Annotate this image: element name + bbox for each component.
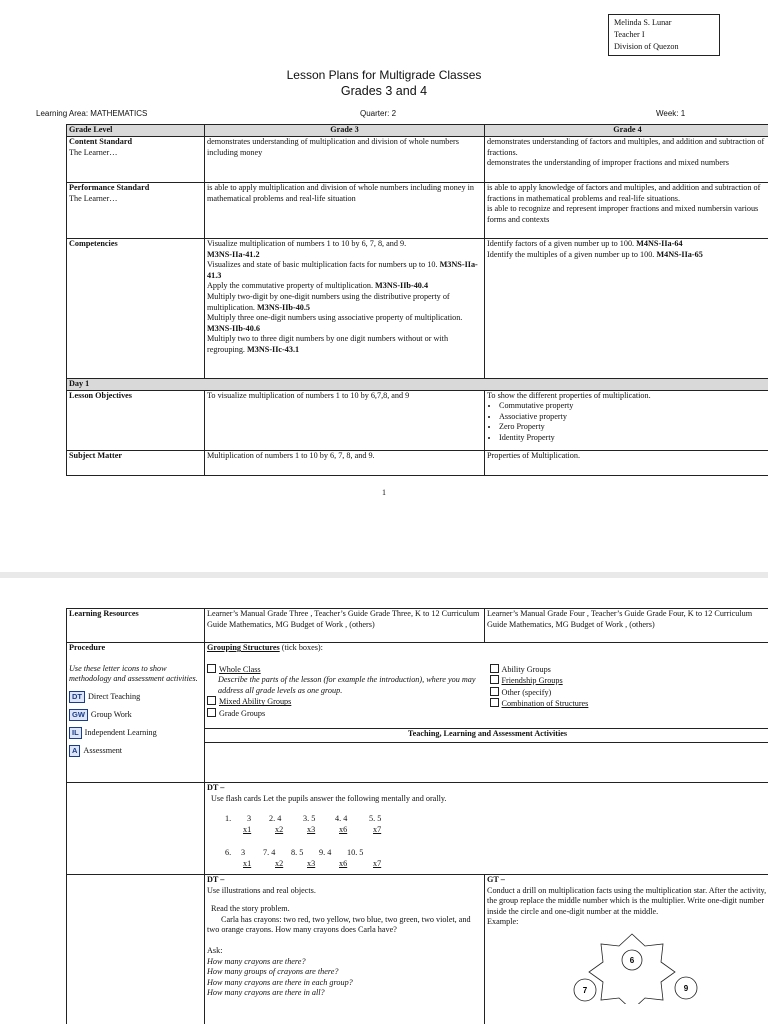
mixed-ability-option[interactable]: Mixed Ability Groups bbox=[207, 696, 486, 708]
lesson-objectives-g4: To show the different properties of multiplication. • Commutative property • Associative property • Zero Property • Identity Property bbox=[485, 390, 768, 450]
subject-matter-label: Subject Matter bbox=[67, 450, 205, 475]
dt-label: DT – bbox=[207, 783, 225, 792]
svg-text:6: 6 bbox=[629, 955, 635, 965]
dt-label: DT – bbox=[207, 875, 225, 884]
lesson-objectives-label: Lesson Objectives bbox=[67, 390, 205, 450]
competency-item: Apply the commutative property of multiplication. M3NS-IIb-40.4 bbox=[207, 281, 429, 291]
checkbox[interactable] bbox=[490, 687, 499, 696]
legend-group-work: GW Group Work bbox=[69, 709, 202, 721]
header-grade-level: Grade Level bbox=[67, 125, 205, 137]
quarter bbox=[360, 109, 396, 118]
content-standard-g3: demonstrates understanding of multiplication and division of whole numbers including money bbox=[205, 137, 485, 183]
document-title: Lesson Plans for Multigrade Classes bbox=[286, 68, 482, 82]
subject-matter-g4: Properties of Multiplication. bbox=[485, 450, 768, 475]
question: How many crayons are there in all? bbox=[207, 988, 325, 998]
checkbox[interactable] bbox=[490, 664, 499, 673]
star-icon bbox=[537, 932, 717, 1004]
gt-example-label: Example: bbox=[487, 917, 519, 927]
svg-text:9: 9 bbox=[683, 983, 689, 993]
checkbox[interactable] bbox=[207, 664, 216, 673]
author-box bbox=[608, 14, 720, 56]
learning-area-label: Learning Area: bbox=[36, 109, 89, 118]
list-item: • Zero Property bbox=[499, 422, 768, 433]
competencies-label: Competencies bbox=[67, 239, 205, 379]
competency-item: Visualizes and state of basic multiplication facts for numbers up to 10. M3NS-IIa-41.3 bbox=[207, 260, 478, 280]
gt-activity bbox=[485, 875, 768, 1024]
competency-item: Multiply two to three digit numbers by one digit numbers without or with regrouping. M3NS-IIc-43.1 bbox=[207, 334, 449, 354]
author-position: Teacher I bbox=[614, 30, 645, 39]
competency-item: Multiply two-digit by one-digit numbers using the distributive property of multiplication. M3NS-IIb-40.5 bbox=[207, 291, 450, 312]
procedure-note: Use these letter icons to show methodology and assessment activities. bbox=[69, 663, 198, 684]
dt-activity-2: DT – Use illustrations and real objects. Read the story problem. Carla has crayons: two red, two yellow, two blue, two green, two violet, and two orange crayons. How many crayons does Carla have? Ask: How many crayons are there? How many groups of crayons are there? How many crayons are there in each group? How many crayons are there in all? bbox=[205, 875, 485, 1024]
competencies-g3 bbox=[205, 239, 485, 379]
quarter-label: Quarter: bbox=[360, 109, 390, 118]
week-label: Week: bbox=[656, 109, 679, 118]
grade-groups-option[interactable]: Grade Groups bbox=[207, 708, 486, 720]
competencies-g4 bbox=[485, 239, 768, 379]
legend-independent-learning: IL Independent Learning bbox=[69, 727, 202, 739]
page-number: 1 bbox=[382, 488, 386, 497]
gt-instruction: Conduct a drill on multiplication facts using the multiplication star. After the activity, the group replace the middle number which is the multiplier. Write one-digit number inside the circle and one-digit number at the middle. bbox=[487, 885, 767, 916]
a-icon: A bbox=[69, 745, 80, 757]
svg-text:7: 7 bbox=[582, 985, 588, 995]
question: How many crayons are there? bbox=[207, 956, 306, 966]
quarter-value: 2 bbox=[391, 109, 397, 118]
empty-label-cell bbox=[67, 783, 205, 875]
document-subtitle: Grades 3 and 4 bbox=[340, 84, 428, 98]
competency-item: Multiply three one-digit numbers using associative property of multiplication. M3NS-IIb-40.6 bbox=[207, 313, 463, 333]
header-row bbox=[67, 125, 768, 137]
week bbox=[656, 109, 685, 118]
performance-standard-g3: is able to apply multiplication and division of whole numbers including money in mathematical problems and real-life situation bbox=[205, 183, 485, 239]
legend-assessment: A Assessment bbox=[69, 745, 202, 757]
page-2 bbox=[0, 578, 768, 1024]
grouping-structures: Grouping Structures (tick boxes): Whole Class Describe the parts of the lesson (for example the introduction), where you may address all grade levels as one group. Mixed Ability Groups Grade Groups Ability Groups Friendship Groups Other (specify) Combination of Structures bbox=[205, 643, 768, 729]
combination-option[interactable]: Combination of Structures bbox=[490, 698, 768, 710]
tla-blank-cell bbox=[205, 743, 768, 783]
question: How many groups of crayons are there? bbox=[207, 967, 339, 977]
author-name: Melinda S. Lunar bbox=[614, 18, 672, 27]
procedure-table bbox=[66, 608, 768, 1024]
list-item: • Identity Property bbox=[499, 433, 768, 444]
learning-resources-label: Learning Resources bbox=[67, 609, 205, 643]
dt-row-1 bbox=[67, 783, 768, 875]
learning-area-value: MATHEMATICS bbox=[90, 109, 148, 118]
checkbox[interactable] bbox=[207, 696, 216, 705]
competency-item: Identify the multiples of a given number up to 100. M4NS-IIa-65 bbox=[487, 249, 703, 259]
whole-class-description: Describe the parts of the lesson (for example the introduction), where you may address all grade levels as one group. bbox=[218, 675, 476, 695]
learning-resources-row bbox=[67, 609, 768, 643]
list-item: • Associative property bbox=[499, 412, 768, 423]
dt-icon: DT bbox=[69, 691, 85, 703]
procedure-label-cell: Procedure Use these letter icons to show methodology and assessment activities. DT Direct Teaching GW Group Work IL Independent Learning A Assessment bbox=[67, 643, 205, 783]
day-label: Day 1 bbox=[67, 379, 768, 391]
learning-area bbox=[36, 109, 147, 118]
il-icon: IL bbox=[69, 727, 82, 739]
lesson-objectives-row bbox=[67, 390, 768, 450]
properties-list bbox=[487, 401, 768, 443]
performance-standard-row bbox=[67, 183, 768, 239]
procedure-row bbox=[67, 643, 768, 729]
learning-resources-g4: Learner’s Manual Grade Four , Teacher’s Guide Grade Four, K to 12 Curriculum Guide Mathematics, MG Budget of Work , (others) bbox=[485, 609, 768, 643]
gt-label: GT – bbox=[487, 875, 505, 884]
lesson-plan-table bbox=[66, 124, 768, 476]
list-item: • Commutative property bbox=[499, 401, 768, 412]
dt-gt-row bbox=[67, 875, 768, 1024]
dt-instruction: Use flash cards Let the pupils answer the following mentally and orally. bbox=[211, 793, 447, 803]
header-grade-3: Grade 3 bbox=[205, 125, 485, 137]
ability-groups-option[interactable]: Ability Groups bbox=[490, 664, 768, 676]
other-option[interactable]: Other (specify) bbox=[490, 687, 768, 699]
learning-resources-g3: Learner’s Manual Grade Three , Teacher’s Guide Grade Three, K to 12 Curriculum Guide Mathematics, MG Budget of Work , (others) bbox=[205, 609, 485, 643]
dt-activity-1 bbox=[205, 783, 768, 875]
subject-matter-row bbox=[67, 450, 768, 475]
empty-label-cell bbox=[67, 875, 205, 1024]
content-standard-g4: demonstrates understanding of factors and multiples, and addition and subtraction of fractions. demonstrates the understanding of improper fractions and mixed numbers bbox=[485, 137, 768, 183]
header-grade-4: Grade 4 bbox=[485, 125, 768, 137]
whole-class-option[interactable]: Whole Class bbox=[207, 664, 486, 676]
multiplication-star bbox=[487, 928, 768, 998]
competencies-row bbox=[67, 239, 768, 379]
content-standard-row bbox=[67, 137, 768, 183]
tla-heading: Teaching, Learning and Assessment Activities bbox=[205, 729, 768, 743]
gw-icon: GW bbox=[69, 709, 88, 721]
lesson-objectives-g3: To visualize multiplication of numbers 1 to 10 by 6,7,8, and 9 bbox=[205, 390, 485, 450]
story-problem: Carla has crayons: two red, two yellow, two blue, two green, two violet, and two orange crayons. How many crayons does Carla have? bbox=[207, 914, 471, 935]
checkbox[interactable] bbox=[207, 708, 216, 717]
checkbox[interactable] bbox=[490, 675, 499, 684]
question: How many crayons are there in each group? bbox=[207, 977, 353, 987]
competency-item: Visualize multiplication of numbers 1 to 10 by 6, 7, 8, and 9. M3NS-IIa-41.2 bbox=[207, 239, 407, 259]
content-standard-label: Content Standard The Learner… bbox=[67, 137, 205, 183]
subject-matter-g3: Multiplication of numbers 1 to 10 by 6, 7, 8, and 9. bbox=[205, 450, 485, 475]
legend-direct-teaching: DT Direct Teaching bbox=[69, 691, 202, 703]
day-row bbox=[67, 379, 768, 391]
performance-standard-label: Performance Standard The Learner… bbox=[67, 183, 205, 239]
week-value: 1 bbox=[680, 109, 686, 118]
flash-card-problems: 1. 3 2. 4 3. 5 4. 4 5. 5 x1 x2 x3 x6 x7 6. 3 7. 4 8. 5 9. 4 10. 5 x1 x2 x3 x6 x7 bbox=[225, 814, 382, 869]
checkbox[interactable] bbox=[490, 698, 499, 707]
performance-standard-g4: is able to apply knowledge of factors and multiples, and addition and subtraction of fractions in mathematical problems and real-life situations. is able to recognize and represent improper fractions and mixed numbersin various forms and contexts bbox=[485, 183, 768, 239]
competency-item: Identify factors of a given number up to 100. M4NS-IIa-64 bbox=[487, 239, 683, 248]
author-division: Division of Quezon bbox=[614, 42, 679, 51]
friendship-groups-option[interactable]: Friendship Groups bbox=[490, 675, 768, 687]
